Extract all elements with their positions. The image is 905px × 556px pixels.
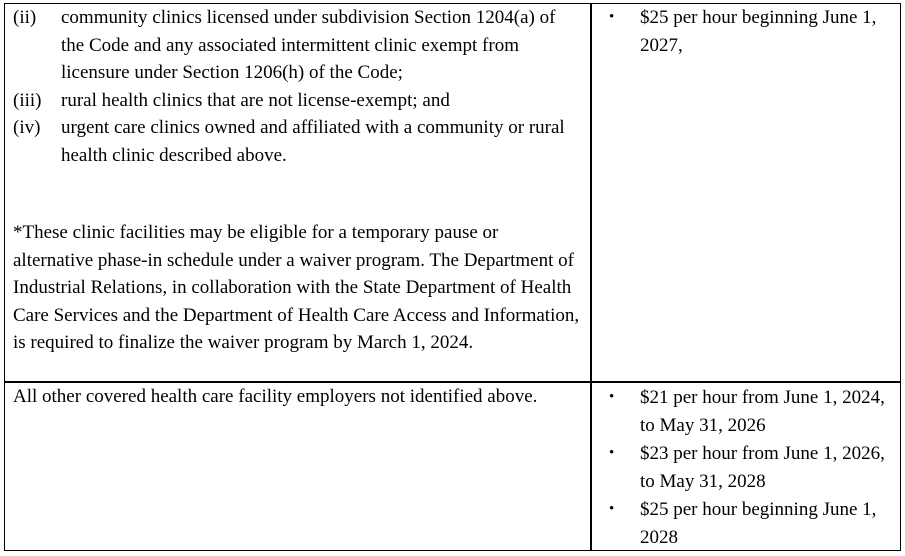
item-number: (iv) [13, 117, 41, 138]
rate-bullet [599, 496, 899, 551]
row2-rate-cell [599, 384, 899, 552]
row1-rate-cell [599, 4, 899, 60]
facility-description: All other covered health care facility employers not identified above. [13, 386, 538, 407]
list-item [13, 114, 583, 169]
rate-text: $21 per hour from June 1, 2024, to May 31, 2026 [640, 387, 885, 436]
column-divider [590, 4, 592, 550]
item-number: (ii) [13, 7, 37, 28]
row1-facility-cell [13, 4, 583, 357]
bullet-icon: • [609, 389, 615, 405]
rate-bullet [599, 440, 899, 495]
bullet-icon: • [609, 445, 615, 461]
item-text: community clinics licensed under subdivision Section 1204(a) of the Code and any associated intermittent clinic exempt from licensure under Section 1206(h) of the Code; [61, 7, 556, 83]
rate-text: $23 per hour from June 1, 2026, to May 31, 2028 [640, 443, 885, 492]
rate-text: $25 per hour beginning June 1, 2028 [640, 499, 877, 548]
row2-facility-cell [13, 383, 583, 411]
list-item [13, 87, 583, 115]
list-item [13, 4, 583, 87]
wage-table [4, 3, 901, 551]
waiver-note: *These clinic facilities may be eligible for a temporary pause or alternative phase-in schedule under a waiver program. The Department of Industrial Relations, in collaboration with the State Department of Health Care Services and the Department of Health Care Access and Information, is required to finalize the waiver program by March 1, 2024. [13, 222, 580, 353]
rate-bullet [599, 4, 899, 59]
item-text: rural health clinics that are not license-exempt; and [61, 89, 450, 111]
item-number: (iii) [13, 89, 42, 111]
rate-text: $25 per hour beginning June 1, 2027, [640, 7, 877, 56]
rate-bullet [599, 384, 899, 439]
item-text: urgent care clinics owned and affiliated with a community or rural health clinic described above. [61, 117, 565, 166]
bullet-icon: • [609, 501, 615, 517]
bullet-icon: • [609, 9, 615, 25]
